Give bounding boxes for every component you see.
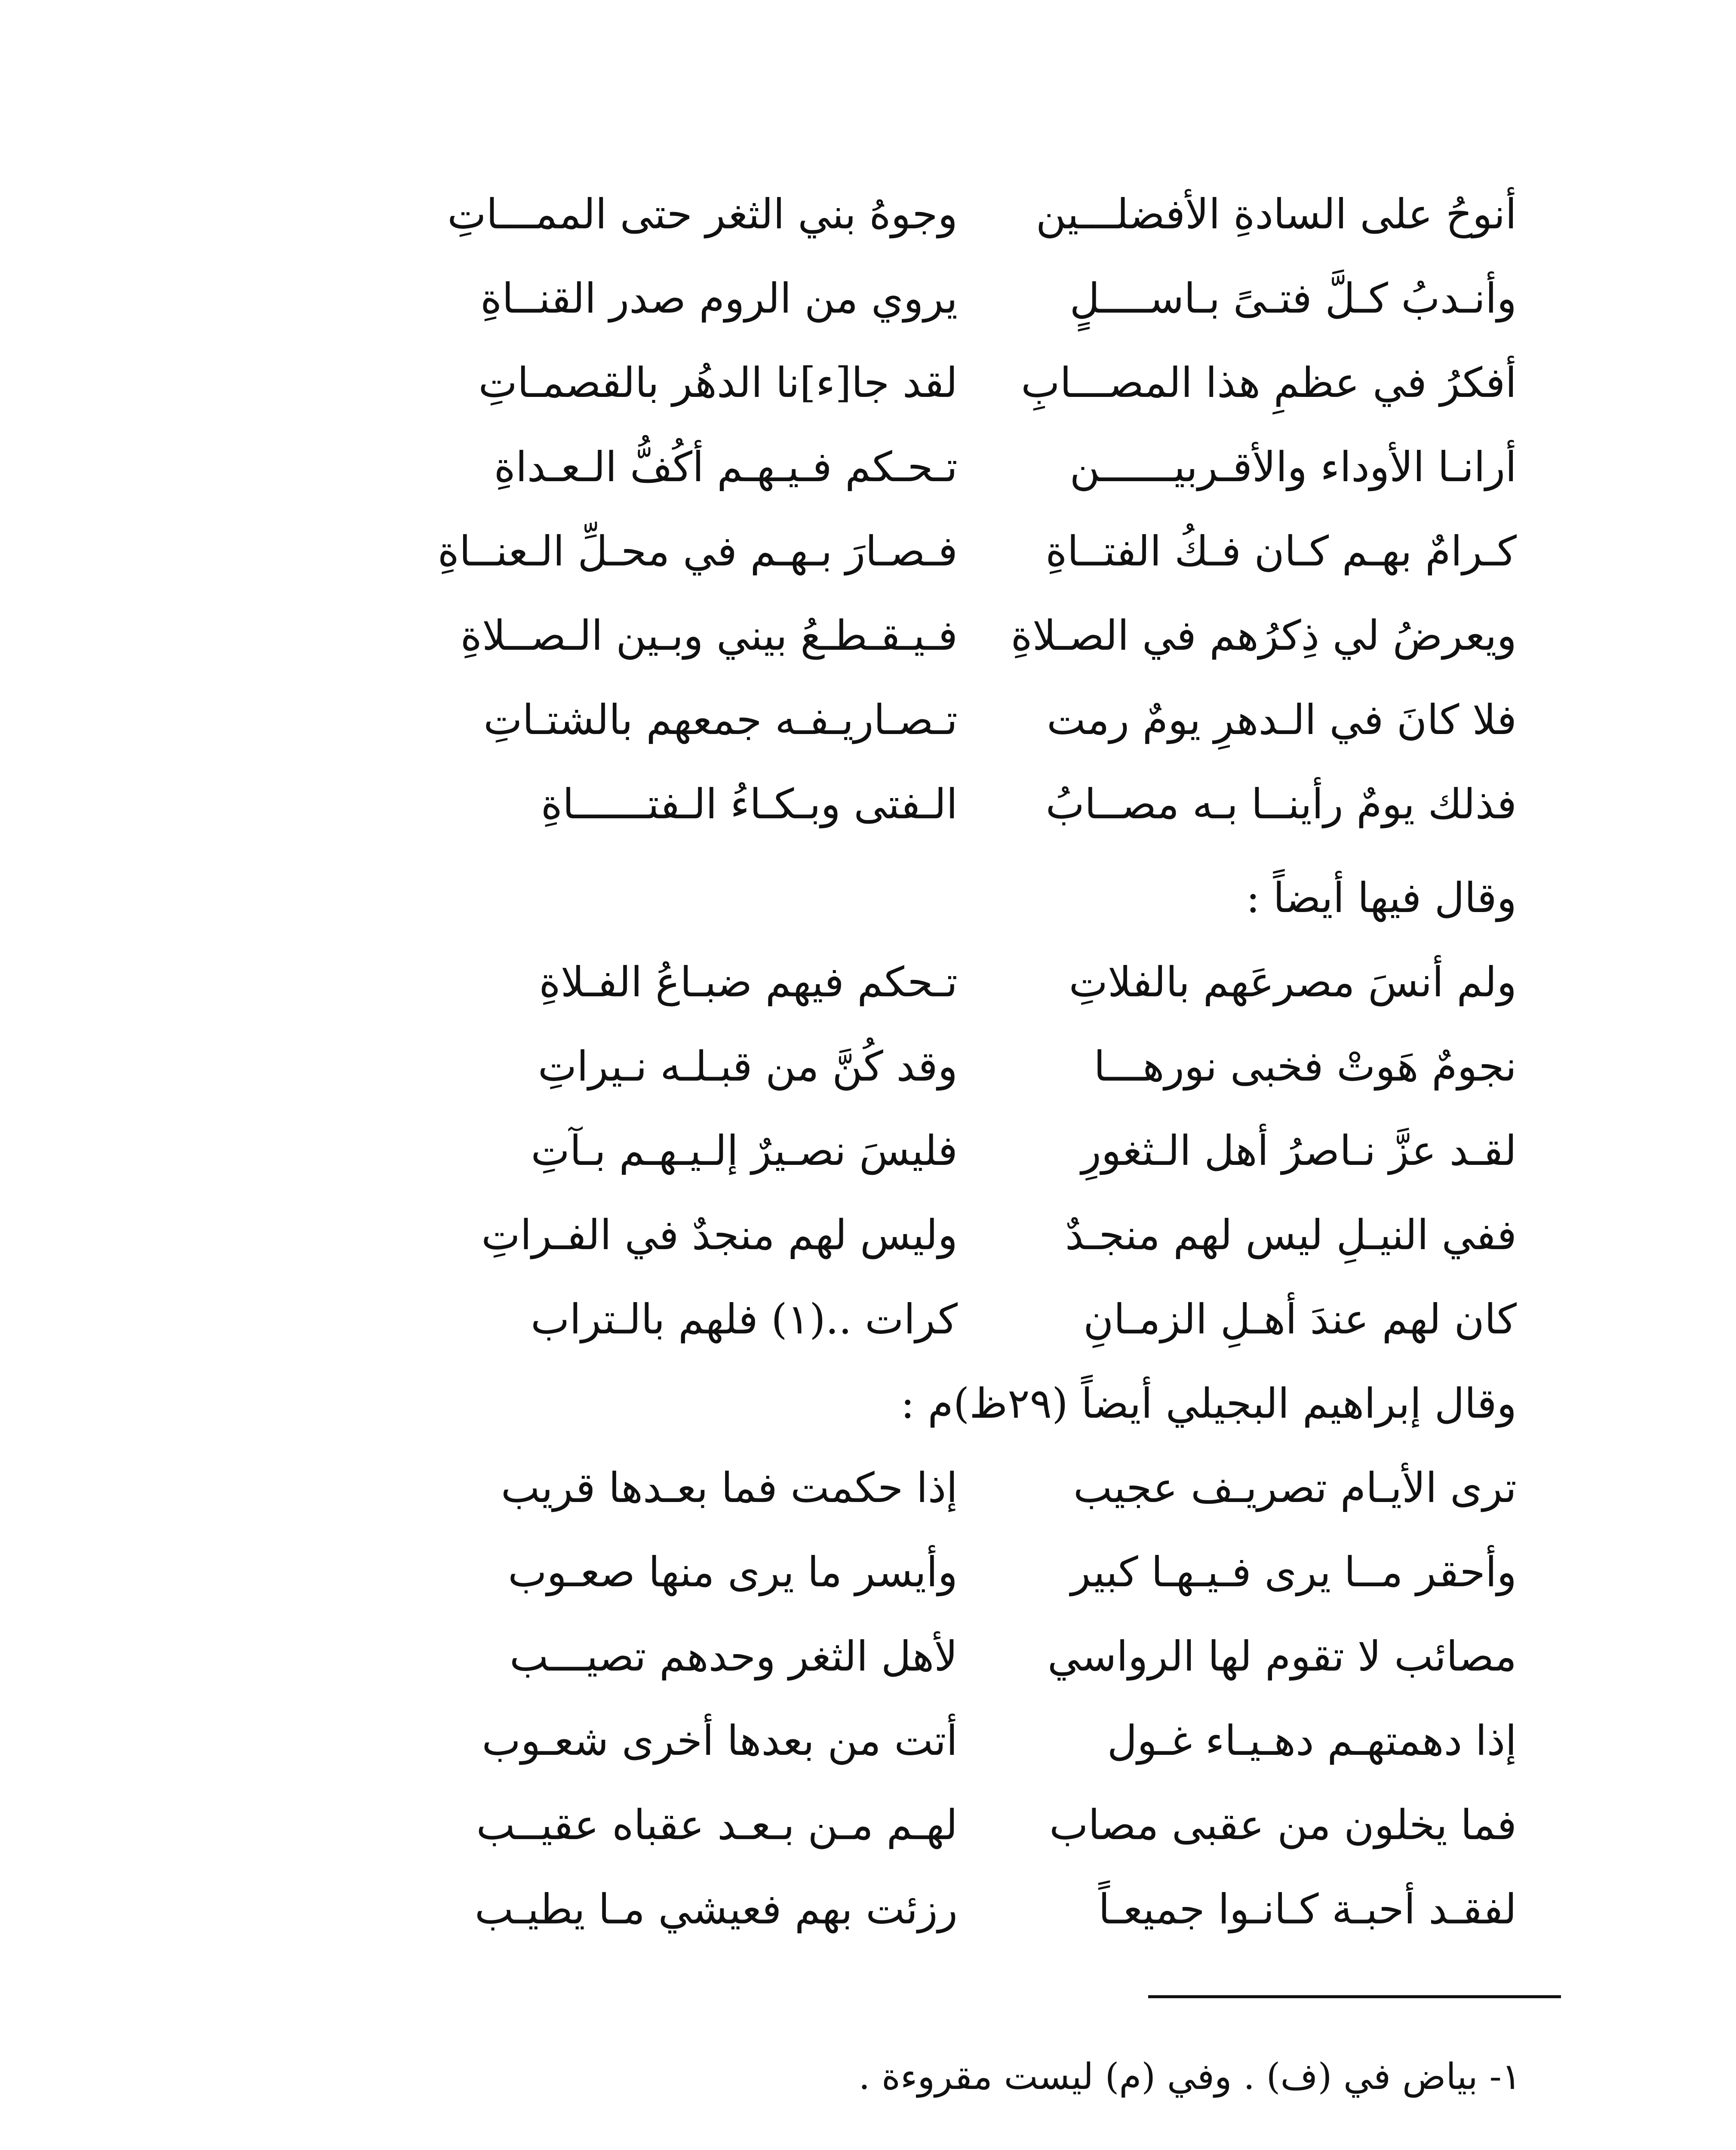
verse-line [447,172,1517,256]
verse-second-hemistich: فـيـقـطـعُ بيني وبـين الـصــلاةِ [460,611,958,660]
verse-line [474,1867,1517,1951]
verse-second-hemistich: الـفتى وبـكـاءُ الـفتــــــاةِ [541,780,958,828]
verse-first-hemistich: نجومٌ هَوتْ فخبى نورهـــا [1094,1042,1517,1090]
verse-first-hemistich: أرانـا الأوداء والأقـربيــــــن [1069,442,1517,491]
verse-line [528,1024,1517,1109]
verse-first-hemistich: كـرامٌ بهـم كـان فـكُ الفتــاةِ [1045,527,1517,575]
verse-line [481,1193,1517,1277]
verse-first-hemistich: أنوحُ على السادةِ الأفضلـــين [1035,190,1517,238]
verse-line [483,678,1517,762]
verse-line [528,1109,1517,1193]
poem-intro-1: وقال فيها أيضاً : [1246,874,1517,922]
poem-block-3 [474,1446,1517,1951]
verse-line [501,1446,1517,1530]
verse-first-hemistich: وأحقر مــا يرى فـيـهـا كبير [1070,1548,1517,1596]
verse-first-hemistich: وأنـدبُ كـلَّ فتـىً بـاســــلٍ [1069,274,1517,322]
verse-first-hemistich: أفكرُ في عظمِ هذا المصـــابِ [1021,358,1517,407]
verse-second-hemistich: وجوهُ بني الثغر حتى الممـــاتِ [447,190,958,238]
poem-intro-2: وقال إبراهيم البجيلي أيضاً (٢٩ظ)م : [900,1379,1517,1428]
verse-second-hemistich: رزئت بهم فعيشي مـا يطيـب [474,1885,958,1933]
verse-line [478,341,1517,425]
verse-line [460,593,1517,678]
verse-first-hemistich: فلا كانَ في الـدهرِ يومٌ رمت [1047,695,1517,744]
verse-line [528,1277,1517,1361]
verse-line [482,1698,1517,1783]
verse-first-hemistich: لقـد عزَّ نـاصرُ أهل الـثغورِ [1081,1126,1517,1175]
verse-second-hemistich: يروي من الروم صدر القنــاةِ [480,274,958,322]
verse-second-hemistich: كرات ..(١) فلهم بالـتراب [531,1295,958,1343]
verse-first-hemistich: لفقـد أحبـة كـانـوا جميعـاً [1098,1885,1517,1933]
verse-second-hemistich: لأهل الثغر وحدهم تصيـــب [510,1632,958,1680]
verse-second-hemistich: وليس لهم منجدٌ في الفـراتِ [481,1210,958,1259]
verse-line [510,1614,1517,1698]
verse-first-hemistich: إذا دهمتهـم دهـيـاء غـول [1107,1716,1517,1765]
verse-second-hemistich: فـصـارَ بـهـم في محـلِّ الـعنــاةِ [437,527,958,575]
verse-second-hemistich: وأيسر ما يرى منها صعـوب [508,1548,958,1596]
verse-second-hemistich: وقد كُنَّ من قبـلـه نـيراتِ [538,1042,958,1090]
verse-second-hemistich: أتت من بعدها أخرى شعـوب [482,1716,958,1765]
verse-first-hemistich: فما يخلون من عقبى مصاب [1049,1800,1517,1849]
verse-second-hemistich: لهـم مـن بـعـد عقباه عقيــب [476,1800,958,1849]
verse-second-hemistich: لقد جا[ء]نا الدهُر بالقصمـاتِ [478,358,958,407]
verse-line [528,940,1517,1024]
verse-line [528,762,1517,846]
verse-first-hemistich: ففي النيـلِ ليس لهم منجـدٌ [1065,1210,1517,1259]
verse-first-hemistich: كان لهم عندَ أهـلِ الزمـانِ [1083,1295,1517,1343]
verse-second-hemistich: تـصـاريـفـه جمعهم بالشتـاتِ [483,695,958,744]
verse-second-hemistich: إذا حكمت فما بعـدها قريب [501,1463,958,1512]
verse-line [508,1530,1517,1614]
verse-first-hemistich: ولم أنسَ مصرعَهم بالفلاتِ [1069,958,1517,1006]
poem-block-2 [481,940,1517,1361]
footnote-separator [1148,1995,1561,1998]
verse-first-hemistich: مصائب لا تقوم لها الرواسي [1047,1632,1517,1680]
verse-first-hemistich: ويعرضُ لي ذِكرُهم في الصـلاةِ [1011,611,1517,660]
footnote: ١- بياض في (ف) . وفي (م) ليست مقروءة . [858,2055,1521,2098]
verse-line [494,425,1517,509]
verse-line [476,1783,1517,1867]
verse-first-hemistich: ترى الأيـام تصريـف عجيب [1073,1463,1517,1512]
verse-first-hemistich: فذلك يومٌ رأينــا بـه مصــابُ [1045,780,1517,828]
verse-second-hemistich: تـحكم فيهم ضبـاعُ الفـلاةِ [539,958,958,1006]
verse-second-hemistich: فليسَ نصـيرٌ إلـيـهـم بـآتِ [531,1126,958,1175]
poem-block-1 [437,172,1517,846]
verse-line [480,256,1517,341]
verse-line [437,509,1517,593]
verse-second-hemistich: تـحـكم فـيـهـم أكُفُّ الـعـداةِ [494,442,958,491]
